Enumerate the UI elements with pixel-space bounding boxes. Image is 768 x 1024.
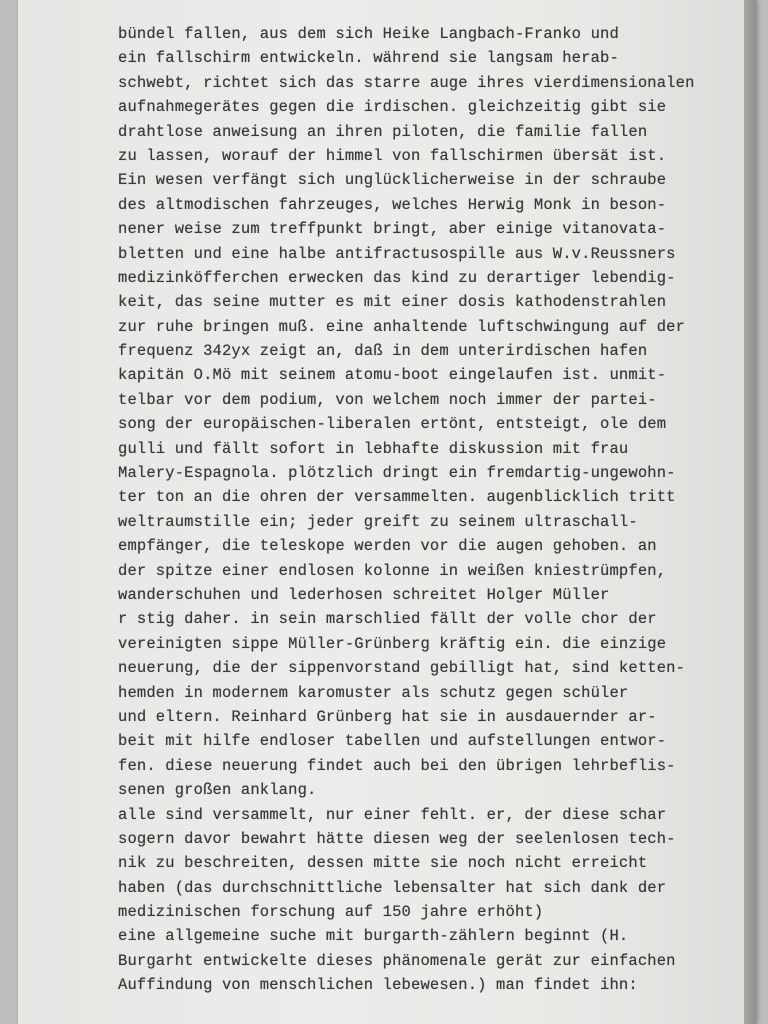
text-line: medizinischen forschung auf 150 jahre erhöht) <box>118 903 544 922</box>
text-line: der spitze einer endlosen kolonne in weißen kniestrümpfen, <box>118 561 667 580</box>
text-line: aufnahmegerätes gegen die irdischen. gleichzeitig gibt sie <box>118 98 667 117</box>
text-line: sogern davor bewahrt hätte diesen weg der seelenlosen tech- <box>118 829 676 848</box>
text-line: und eltern. Reinhard Grünberg hat sie in ausdauernder ar- <box>118 707 657 726</box>
text-line: wanderschuhen und lederhosen schreitet Holger Müller <box>118 585 610 604</box>
text-line: Auffindung von menschlichen lebewesen.) man findet ihn: <box>118 976 638 995</box>
text-line: fen. diese neuerung findet auch bei den übrigen lehrbeflis- <box>118 756 676 775</box>
text-line: weltraumstille ein; jeder greift zu seinem ultraschall- <box>118 512 638 531</box>
text-line: nener weise zum treffpunkt bringt, aber einige vitanovata- <box>118 220 667 239</box>
text-line: Burgarht entwickelte dieses phänomenale gerät zur einfachen <box>118 951 676 970</box>
text-line: eine allgemeine suche mit burgarth-zählern beginnt (H. <box>118 927 629 946</box>
text-line: neuerung, die der sippenvorstand gebilligt hat, sind ketten- <box>118 659 686 678</box>
text-line: ter ton an die ohren der versammelten. augenblicklich tritt <box>118 488 676 507</box>
text-line: nik zu beschreiten, dessen mitte sie noch nicht erreicht <box>118 854 648 873</box>
text-line: schwebt, richtet sich das starre auge ihres vierdimensionalen <box>118 73 695 92</box>
text-line: hemden in modernem karomuster als schutz gegen schüler <box>118 683 629 702</box>
text-line: song der europäischen-liberalen ertönt, entsteigt, ole dem <box>118 415 667 434</box>
text-line: des altmodischen fahrzeuges, welches Herwig Monk in beson- <box>118 195 667 214</box>
text-line: Malery-Espagnola. plötzlich dringt ein fremdartig-ungewohn- <box>118 464 676 483</box>
text-line: vereinigten sippe Müller-Grünberg kräftig ein. die einzige <box>118 634 667 653</box>
text-line: gulli und fällt sofort in lebhafte diskussion mit frau <box>118 439 629 458</box>
text-line: Ein wesen verfängt sich unglücklicherweise in der schraube <box>118 171 667 190</box>
text-line: telbar vor dem podium, von welchem noch immer der partei- <box>118 390 657 409</box>
text-line: zu lassen, worauf der himmel von fallschirmen übersät ist. <box>118 146 667 165</box>
text-line: frequenz 342yx zeigt an, daß in dem unterirdischen hafen <box>118 342 648 361</box>
text-line: haben (das durchschnittliche lebensalter hat sich dank der <box>118 878 667 897</box>
text-line: senen großen anklang. <box>118 781 317 800</box>
text-line: zur ruhe bringen muß. eine anhaltende luftschwingung auf der <box>118 317 686 336</box>
text-line: medizinköfferchen erwecken das kind zu derartiger lebendig- <box>118 268 676 287</box>
text-line: alle sind versammelt, nur einer fehlt. er, der diese schar <box>118 805 667 824</box>
text-line: empfänger, die teleskope werden vor die augen gehoben. an <box>118 537 657 556</box>
text-line: bündel fallen, aus dem sich Heike Langbach-Franko und <box>118 25 619 43</box>
text-line: drahtlose anweisung an ihren piloten, die familie fallen <box>118 122 648 141</box>
text-line: keit, das seine mutter es mit einer dosis kathodenstrahlen <box>118 293 667 312</box>
text-line: ein fallschirm entwickeln. während sie langsam herab- <box>118 49 619 68</box>
text-line: kapitän O.Mö mit seinem atomu-boot eingelaufen ist. unmit- <box>118 366 667 385</box>
text-line: r stig daher. in sein marschlied fällt der volle chor der <box>118 610 657 629</box>
text-line: beit mit hilfe endloser tabellen und aufstellungen entwor- <box>118 732 667 751</box>
typewritten-text <box>118 22 748 998</box>
text-line: bletten und eine halbe antifractusospille aus W.v.Reussners <box>118 244 676 263</box>
